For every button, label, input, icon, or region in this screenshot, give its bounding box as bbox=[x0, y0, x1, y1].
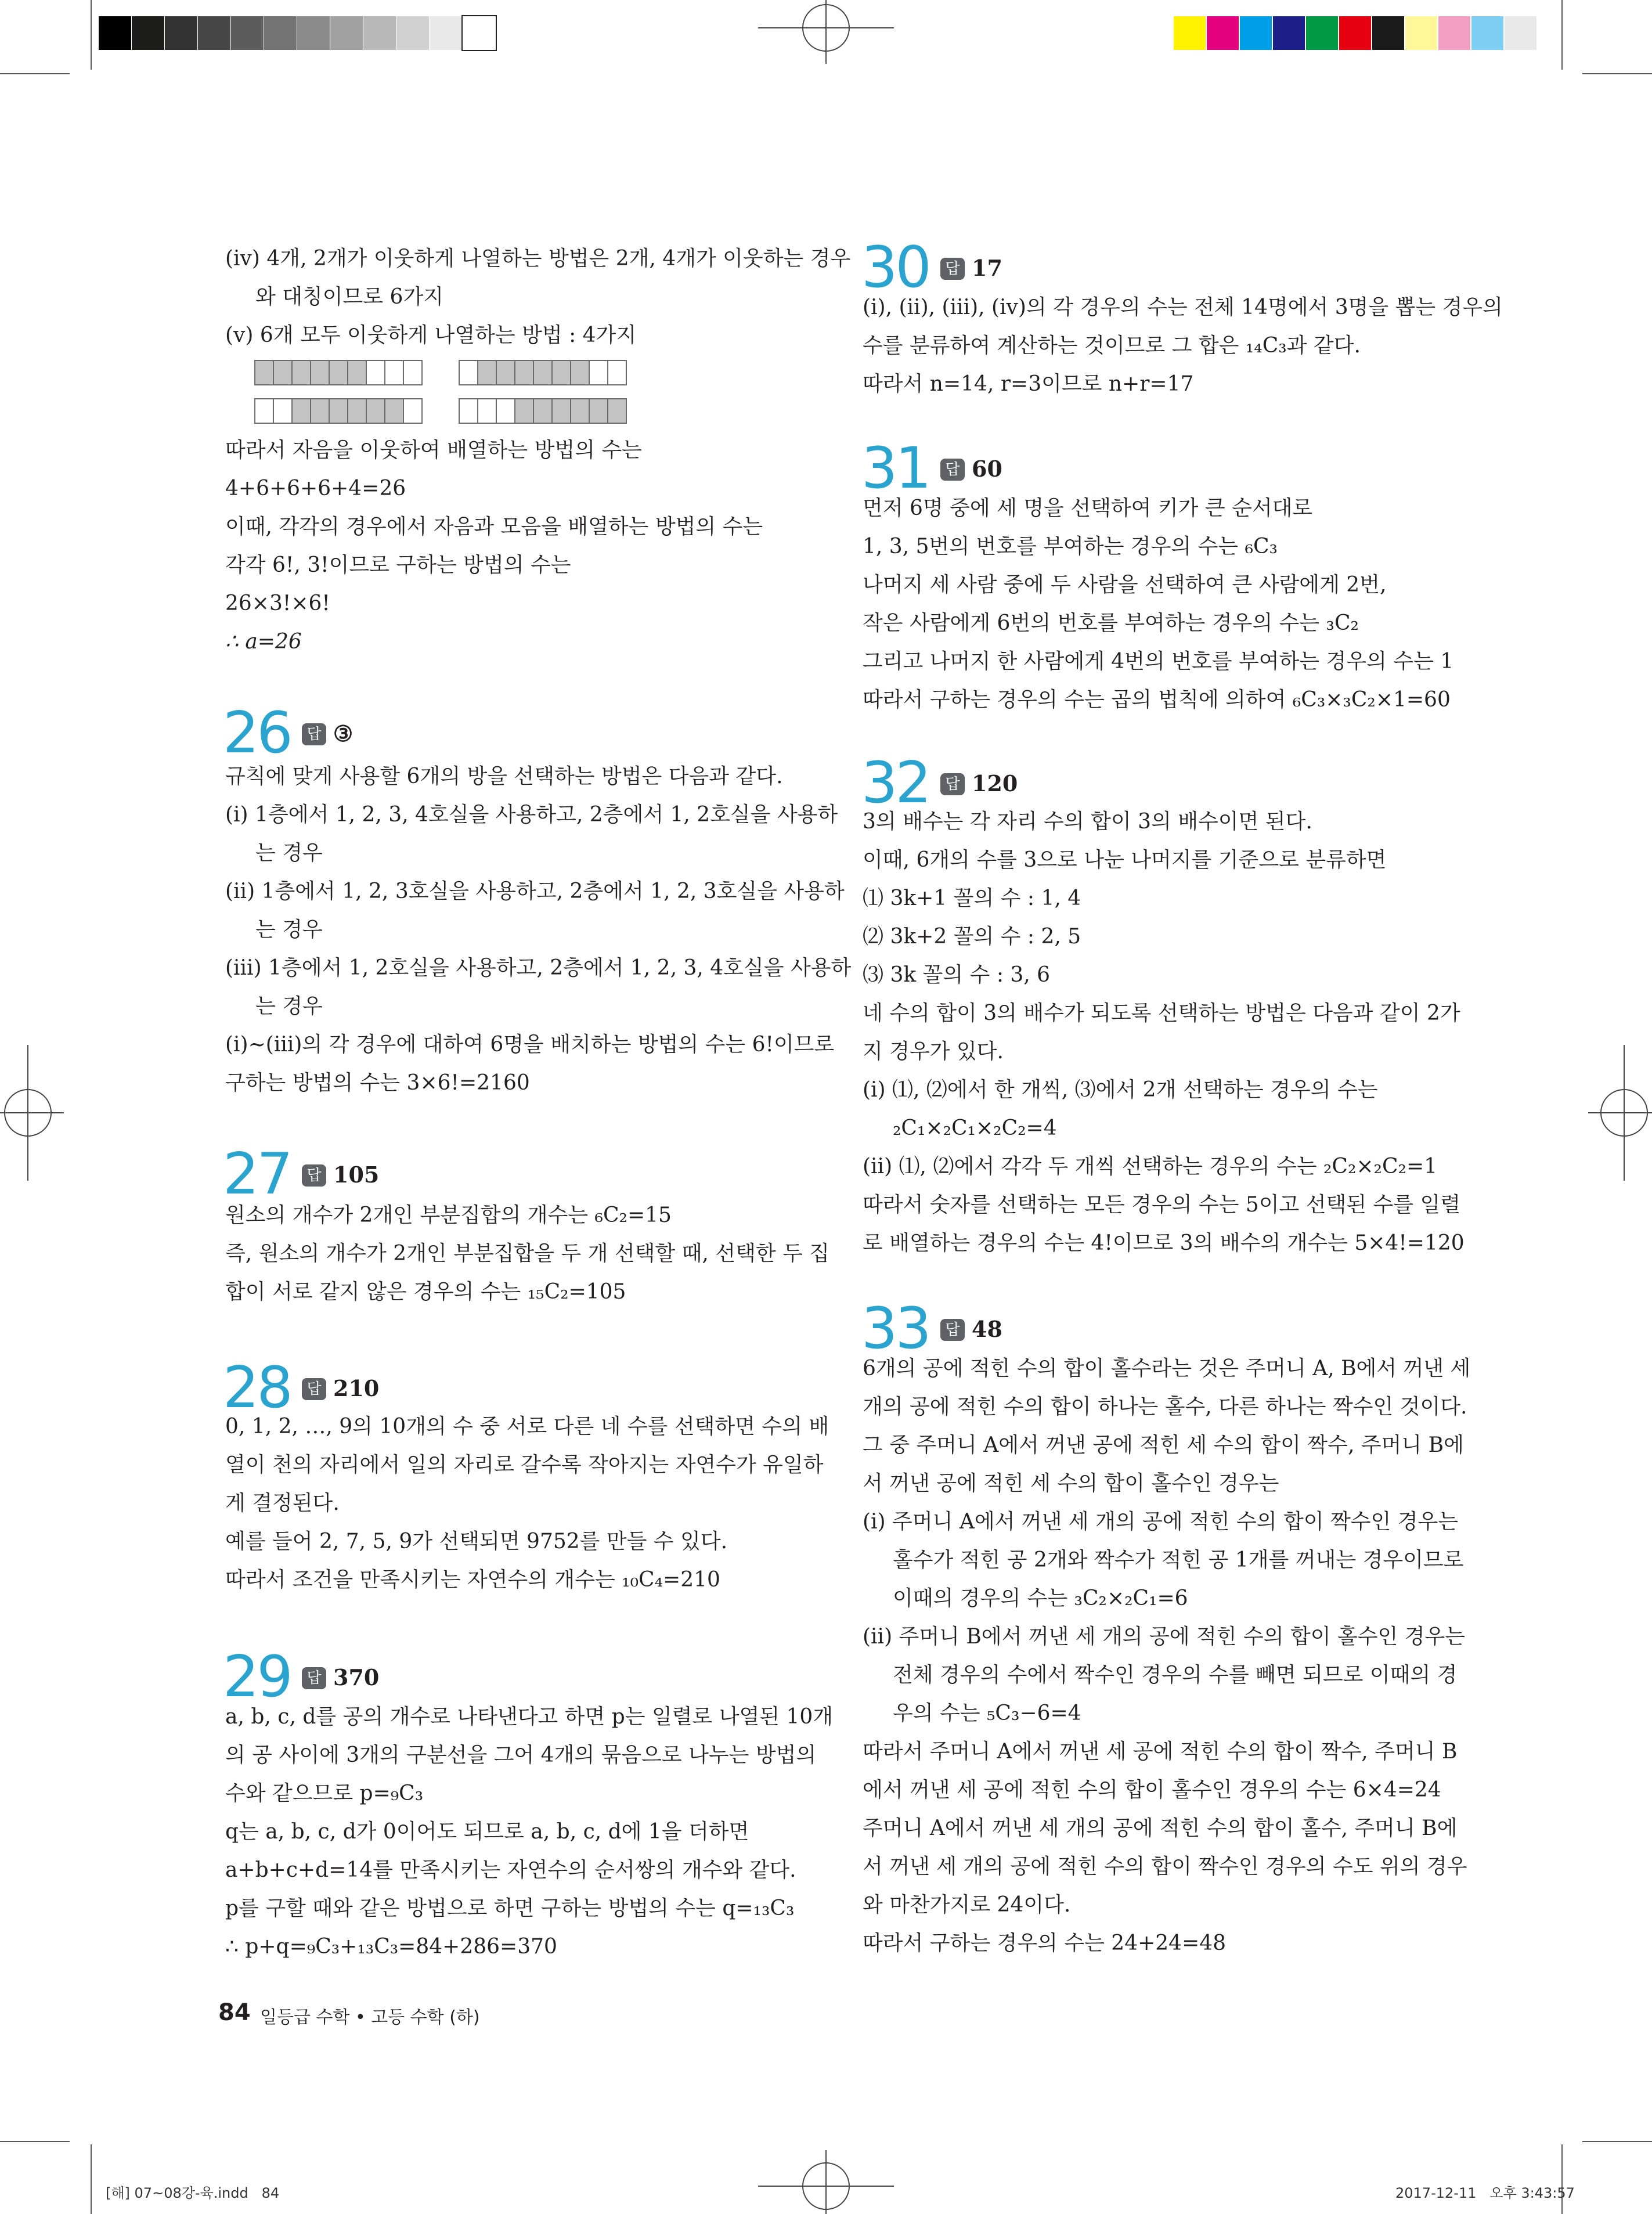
text-line: 홀수가 적힌 공 2개와 짝수가 적힌 공 1개를 꺼내는 경우이므로 bbox=[893, 1548, 1464, 1572]
answer-value: 120 bbox=[972, 770, 1018, 796]
text-line: 수를 분류하여 계산하는 것이므로 그 합은 ₁₄C₃과 같다. bbox=[863, 334, 1361, 358]
text-line: 따라서 조건을 만족시키는 자연수의 개수는 ₁₀C₄=210 bbox=[225, 1568, 720, 1592]
arrangement-grid bbox=[460, 360, 627, 385]
text-line: 주머니 A에서 꺼낸 세 개의 공에 적힌 수의 합이 홀수, 주머니 B에 bbox=[863, 1816, 1458, 1840]
text-line: (ⅰ) 1층에서 1, 2, 3, 4호실을 사용하고, 2층에서 1, 2호실을 사용하 bbox=[225, 803, 838, 827]
answer-badge: 답 bbox=[302, 1164, 326, 1187]
text-line: 그 중 주머니 A에서 꺼낸 공에 적힌 세 수의 합이 짝수, 주머니 B에 bbox=[863, 1433, 1464, 1457]
text-line: ∴ a=26 bbox=[225, 630, 302, 654]
text-line: 우의 수는 ₅C₃−6=4 bbox=[893, 1701, 1081, 1725]
trim-mark bbox=[1582, 73, 1652, 74]
text-line: a+b+c+d=14를 만족시키는 자연수의 순서쌍의 개수와 같다. bbox=[225, 1858, 796, 1882]
calibration-swatch bbox=[1372, 16, 1405, 50]
calibration-swatch bbox=[264, 16, 297, 50]
arrangement-grid bbox=[255, 398, 423, 424]
calibration-swatch bbox=[396, 16, 430, 50]
arrangement-grid bbox=[255, 360, 423, 385]
text-line: (ⅰ) 주머니 A에서 꺼낸 세 개의 공에 적힌 수의 합이 짝수인 경우는 bbox=[863, 1510, 1459, 1534]
text-line: 작은 사람에게 6번의 번호를 부여하는 경우의 수는 ₃C₂ bbox=[863, 611, 1359, 635]
text-line: 예를 들어 2, 7, 5, 9가 선택되면 9752를 만들 수 있다. bbox=[225, 1530, 728, 1553]
calibration-swatch bbox=[1306, 16, 1339, 50]
text-line: (ⅱ) 1층에서 1, 2, 3호실을 사용하고, 2층에서 1, 2, 3호실을 사용하 bbox=[225, 879, 845, 903]
calibration-swatch bbox=[463, 16, 496, 50]
text-line: ∴ p+q=₉C₃+₁₃C₃=84+286=370 bbox=[225, 1935, 557, 1959]
text-line: 수와 같으므로 p=₉C₃ bbox=[225, 1782, 424, 1805]
text-line: 열이 천의 자리에서 일의 자리로 갈수록 작아지는 자연수가 유일하 bbox=[225, 1453, 824, 1477]
calibration-swatch bbox=[1240, 16, 1273, 50]
registration-crosshair-icon bbox=[758, 0, 894, 64]
text-line: 구하는 방법의 수는 3×6!=2160 bbox=[225, 1071, 530, 1095]
trim-mark bbox=[91, 2144, 92, 2214]
text-line: 4+6+6+6+4=26 bbox=[225, 477, 406, 500]
answer-badge: 답 bbox=[940, 773, 965, 795]
text-line: 원소의 개수가 2개인 부분집합의 개수는 ₆C₂=15 bbox=[225, 1203, 672, 1227]
calibration-swatch bbox=[165, 16, 198, 50]
problem-number: 28 bbox=[223, 1355, 291, 1421]
text-line: (ⅱ) 주머니 B에서 꺼낸 세 개의 공에 적힌 수의 합이 홀수인 경우는 bbox=[863, 1625, 1466, 1649]
text-line: ⑶ 3k 꼴의 수 : 3, 6 bbox=[863, 963, 1051, 987]
answer-value: ③ bbox=[333, 720, 354, 747]
page-title: 일등급 수학 • 고등 수학 (하) bbox=[260, 2007, 480, 2028]
text-line: 서 꺼낸 세 개의 공에 적힌 수의 합이 짝수인 경우의 수도 위의 경우 bbox=[863, 1855, 1467, 1878]
calibration-swatch bbox=[1339, 16, 1372, 50]
answer-value: 210 bbox=[333, 1375, 380, 1401]
text-line: 지 경우가 있다. bbox=[863, 1040, 1004, 1063]
problem-number: 30 bbox=[861, 235, 929, 301]
text-line: 0, 1, 2, …, 9의 10개의 수 중 서로 다른 네 수를 선택하면 수의 배 bbox=[225, 1415, 829, 1438]
answer-badge: 답 bbox=[940, 258, 965, 280]
text-line: 이때의 경우의 수는 ₃C₂×₂C₁=6 bbox=[893, 1586, 1188, 1610]
text-line: q는 a, b, c, d가 0이어도 되므로 a, b, c, d에 1을 더하면 bbox=[225, 1820, 749, 1844]
calibration-swatch bbox=[231, 16, 264, 50]
trim-mark bbox=[1561, 0, 1563, 70]
text-line: 따라서 숫자를 선택하는 모든 경우의 수는 5이고 선택된 수를 일렬 bbox=[863, 1193, 1461, 1217]
problem-number: 26 bbox=[223, 700, 291, 766]
text-line: 합이 서로 같지 않은 경우의 수는 ₁₅C₂=105 bbox=[225, 1280, 626, 1304]
calibration-swatch bbox=[330, 16, 363, 50]
text-line: 와 대칭이므로 6가지 bbox=[255, 285, 443, 309]
calibration-swatch bbox=[297, 16, 330, 50]
text-line: (ⅴ) 6개 모두 이웃하게 나열하는 방법 : 4가지 bbox=[225, 323, 637, 347]
problem-number: 32 bbox=[861, 750, 929, 816]
calibration-swatch bbox=[1174, 16, 1207, 50]
page-number: 84 bbox=[218, 1999, 251, 2026]
text-line: 따라서 주머니 A에서 꺼낸 세 공에 적힌 수의 합이 짝수, 주머니 B bbox=[863, 1740, 1458, 1764]
trim-mark bbox=[91, 0, 92, 70]
text-line: 따라서 구하는 경우의 수는 곱의 법칙에 의하여 ₆C₃×₃C₂×1=60 bbox=[863, 688, 1451, 712]
text-line: p를 구할 때와 같은 방법으로 하면 구하는 방법의 수는 q=₁₃C₃ bbox=[225, 1896, 795, 1920]
text-line: 그리고 나머지 한 사람에게 4번의 번호를 부여하는 경우의 수는 1 bbox=[863, 650, 1454, 673]
answer-badge: 답 bbox=[302, 723, 326, 745]
answer-value: 17 bbox=[972, 255, 1002, 281]
calibration-swatch bbox=[1405, 16, 1438, 50]
text-line: (ⅲ) 1층에서 1, 2호실을 사용하고, 2층에서 1, 2, 3, 4호실을 사용하 bbox=[225, 956, 852, 980]
text-line: 나머지 세 사람 중에 두 사람을 선택하여 큰 사람에게 2번, bbox=[863, 573, 1387, 597]
text-line: 1, 3, 5번의 번호를 부여하는 경우의 수는 ₆C₃ bbox=[863, 535, 1278, 558]
calibration-swatch bbox=[1273, 16, 1306, 50]
text-line: a, b, c, d를 공의 개수로 나타낸다고 하면 p는 일렬로 나열된 10개 bbox=[225, 1705, 834, 1729]
text-line: 의 공 사이에 3개의 구분선을 그어 4개의 묶음으로 나누는 방법의 bbox=[225, 1743, 817, 1767]
text-line: (ⅰ)~(ⅲ)의 각 경우에 대하여 6명을 배치하는 방법의 수는 6!이므로 bbox=[225, 1033, 835, 1056]
text-line: 즉, 원소의 개수가 2개인 부분집합을 두 개 선택할 때, 선택한 두 집 bbox=[225, 1242, 830, 1265]
registration-crosshair-icon bbox=[1588, 1045, 1652, 1181]
text-line: 따라서 n=14, r=3이므로 n+r=17 bbox=[863, 372, 1194, 396]
text-line: ⑵ 3k+2 꼴의 수 : 2, 5 bbox=[863, 925, 1081, 949]
answer-badge: 답 bbox=[940, 1319, 965, 1341]
registration-crosshair-icon bbox=[758, 2150, 894, 2214]
text-line: 3의 배수는 각 자리 수의 합이 3의 배수이면 된다. bbox=[863, 810, 1312, 834]
text-line: (ⅳ) 4개, 2개가 이웃하게 나열하는 방법은 2개, 4개가 이웃하는 경우 bbox=[225, 247, 851, 271]
text-line: ₂C₁×₂C₁×₂C₂=4 bbox=[893, 1116, 1057, 1140]
answer-badge: 답 bbox=[302, 1667, 326, 1689]
text-line: 전체 경우의 수에서 짝수인 경우의 수를 빼면 되므로 이때의 경 bbox=[893, 1663, 1458, 1687]
calibration-swatch bbox=[132, 16, 165, 50]
text-line: (ⅱ) ⑴, ⑵에서 각각 두 개씩 선택하는 경우의 수는 ₂C₂×₂C₂=1 bbox=[863, 1155, 1438, 1178]
text-line: 게 결정된다. bbox=[225, 1491, 340, 1515]
answer-badge: 답 bbox=[940, 459, 965, 481]
text-line: ⑴ 3k+1 꼴의 수 : 1, 4 bbox=[863, 886, 1081, 910]
text-line: 먼저 6명 중에 세 명을 선택하여 키가 큰 순서대로 bbox=[863, 496, 1313, 520]
slug-file-name: [해] 07~08강-육.indd 84 bbox=[106, 2185, 280, 2201]
text-line: 이때, 각각의 경우에서 자음과 모음을 배열하는 방법의 수는 bbox=[225, 515, 763, 539]
trim-mark bbox=[1561, 2144, 1563, 2214]
arrangement-grid bbox=[460, 398, 627, 424]
color-calibration-bar bbox=[1174, 16, 1538, 50]
calibration-swatch bbox=[363, 16, 396, 50]
text-line: 26×3!×6! bbox=[225, 592, 330, 615]
text-line: 개의 공에 적힌 수의 합이 하나는 홀수, 다른 하나는 짝수인 것이다. bbox=[863, 1395, 1467, 1419]
text-line: 각각 6!, 3!이므로 구하는 방법의 수는 bbox=[225, 553, 571, 577]
calibration-swatch bbox=[430, 16, 463, 50]
text-line: 와 마찬가지로 24이다. bbox=[863, 1893, 1071, 1917]
problem-number: 27 bbox=[223, 1141, 291, 1207]
problem-number: 31 bbox=[861, 435, 929, 502]
calibration-swatch bbox=[1207, 16, 1240, 50]
registration-crosshair-icon bbox=[0, 1045, 64, 1181]
text-line: 따라서 구하는 경우의 수는 24+24=48 bbox=[863, 1931, 1227, 1955]
text-line: 이때, 6개의 수를 3으로 나눈 나머지를 기준으로 분류하면 bbox=[863, 848, 1387, 872]
calibration-swatch bbox=[1505, 16, 1538, 50]
answer-value: 105 bbox=[333, 1162, 380, 1188]
text-line: (ⅰ) ⑴, ⑵에서 한 개씩, ⑶에서 2개 선택하는 경우의 수는 bbox=[863, 1078, 1378, 1102]
trim-mark bbox=[1582, 2141, 1652, 2142]
text-line: 는 경우 bbox=[255, 841, 323, 865]
trim-mark bbox=[0, 73, 70, 74]
text-line: 따라서 자음을 이웃하여 배열하는 방법의 수는 bbox=[225, 438, 642, 462]
answer-value: 370 bbox=[333, 1664, 380, 1690]
text-line: 는 경우 bbox=[255, 918, 323, 942]
text-line: 서 꺼낸 공에 적힌 세 수의 합이 홀수인 경우는 bbox=[863, 1472, 1279, 1495]
text-line: 에서 꺼낸 세 공에 적힌 수의 합이 홀수인 경우의 수는 6×4=24 bbox=[863, 1778, 1441, 1802]
problem-number: 33 bbox=[861, 1296, 929, 1362]
problem-number: 29 bbox=[223, 1644, 291, 1710]
calibration-swatch bbox=[1438, 16, 1471, 50]
calibration-swatch bbox=[99, 16, 132, 50]
text-line: (ⅰ), (ⅱ), (ⅲ), (ⅳ)의 각 경우의 수는 전체 14명에서 3명을 뽑는 경우의 bbox=[863, 295, 1503, 319]
calibration-swatch bbox=[198, 16, 231, 50]
text-line: 6개의 공에 적힌 수의 합이 홀수라는 것은 주머니 A, B에서 꺼낸 세 bbox=[863, 1357, 1471, 1380]
trim-mark bbox=[0, 2141, 70, 2142]
slug-timestamp: 2017-12-11 오후 3:43:57 bbox=[1395, 2185, 1575, 2201]
text-line: 네 수의 합이 3의 배수가 되도록 선택하는 방법은 다음과 같이 2가 bbox=[863, 1001, 1460, 1025]
text-line: 로 배열하는 경우의 수는 4!이므로 3의 배수의 개수는 5×4!=120 bbox=[863, 1231, 1465, 1255]
answer-value: 60 bbox=[972, 456, 1002, 482]
calibration-swatch bbox=[1471, 16, 1505, 50]
answer-badge: 답 bbox=[302, 1378, 326, 1400]
text-line: 는 경우 bbox=[255, 994, 323, 1018]
answer-value: 48 bbox=[972, 1316, 1002, 1342]
grayscale-calibration-bar bbox=[99, 16, 496, 50]
text-line: 규칙에 맞게 사용할 6개의 방을 선택하는 방법은 다음과 같다. bbox=[225, 765, 783, 788]
